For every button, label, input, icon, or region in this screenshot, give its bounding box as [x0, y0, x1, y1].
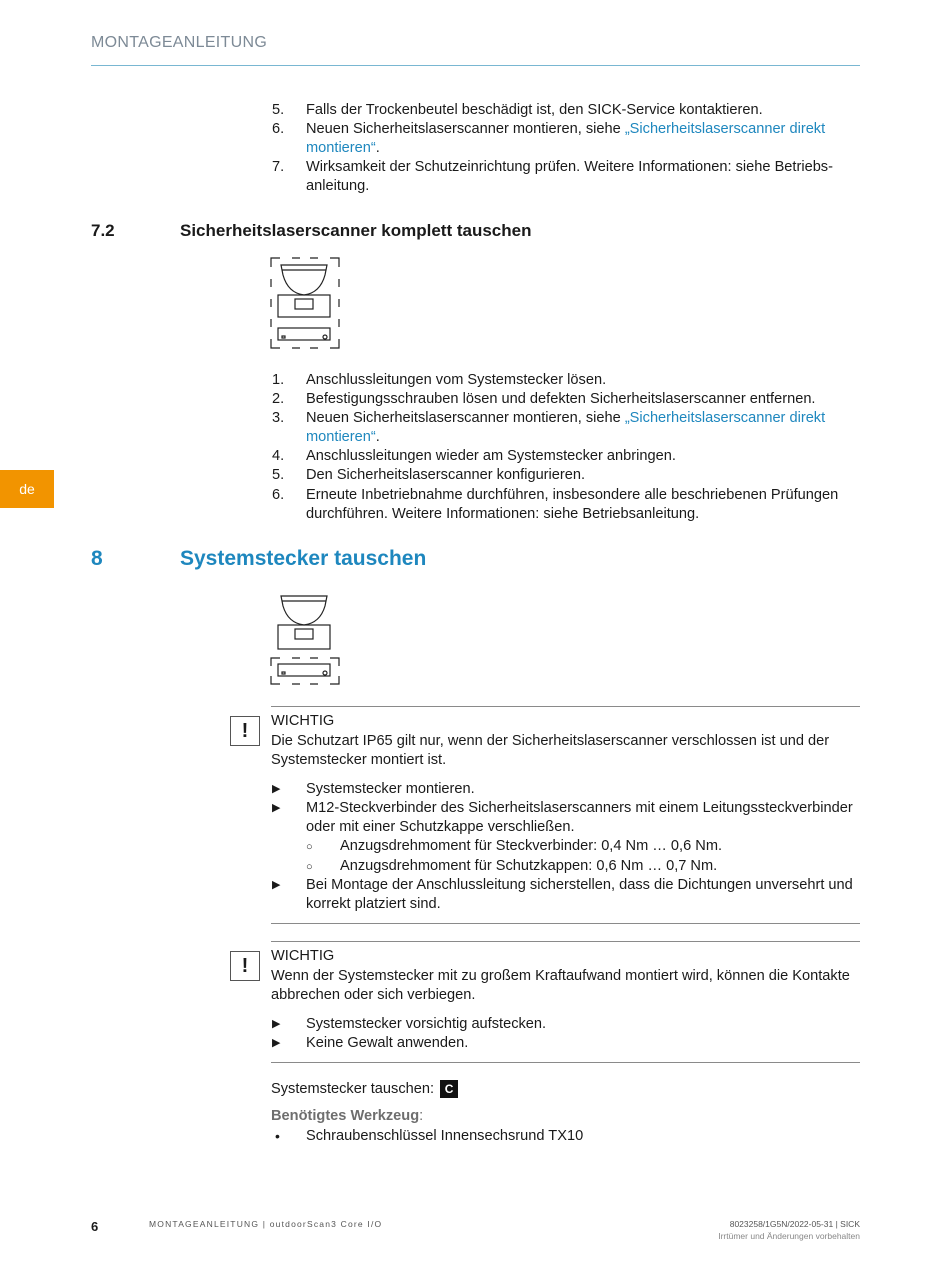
list-item	[272, 390, 860, 409]
notice-top-rule	[271, 941, 860, 942]
bullet-text: Keine Gewalt anwenden.	[306, 1035, 469, 1051]
footer-document-title: MONTAGEANLEITUNG | outdoorScan3 Core I/O	[149, 1219, 383, 1229]
list-text-end: .	[375, 429, 380, 446]
procedure-label-row	[271, 1080, 458, 1099]
list-text-end: .	[375, 140, 380, 157]
list-number: 3.	[272, 410, 285, 426]
footer-doc-ref: 8023258/1G5N/2022-05-31 | SICK	[729, 1219, 860, 1229]
notice-top-rule	[271, 706, 860, 707]
system-plug-illustration	[270, 593, 340, 687]
sub-bullet-text: Anzugsdrehmoment für Schutzkappen: 0,6 Nm … 0,7 Nm.	[340, 858, 718, 874]
exclamation-icon: !	[230, 951, 260, 981]
list-number: 6.	[272, 121, 285, 137]
bullet-text: Systemstecker vorsichtig aufstecken.	[306, 1016, 547, 1032]
list-number: 2.	[272, 391, 285, 407]
difficulty-badge: C	[440, 1080, 458, 1098]
header-divider	[91, 65, 860, 66]
list-text: Befestigungsschrauben lösen und defekten Sicherheitslaserscanner entfernen.	[306, 391, 816, 407]
bullet-text: Systemstecker montieren.	[306, 781, 475, 797]
language-tab[interactable]: de	[0, 470, 54, 508]
list-text: Anschlussleitungen wieder am Systemstecker anbringen.	[306, 448, 676, 464]
list-number: 5.	[272, 102, 285, 118]
footer-reference	[718, 1218, 860, 1242]
list-text: Anschlussleitungen vom Systemstecker lösen.	[306, 372, 607, 388]
circle-bullet-icon: ○	[306, 861, 313, 873]
procedure-label: Systemstecker tauschen:	[271, 1081, 435, 1097]
list-number: 5.	[272, 467, 285, 483]
cross-reference-link[interactable]: „Sicherheitslaserscanner direkt montieren“	[306, 121, 826, 157]
list-number: 4.	[272, 448, 285, 464]
exclamation-icon: !	[230, 716, 260, 746]
bullet-item	[272, 1127, 860, 1146]
list-item	[272, 409, 860, 447]
triangle-bullet-icon: ▶	[272, 802, 281, 814]
triangle-bullet-icon: ▶	[272, 1018, 281, 1030]
notice-bottom-rule	[271, 1062, 860, 1063]
circle-bullet-icon: ○	[306, 841, 313, 853]
bullet-item	[272, 799, 860, 837]
footer-disclaimer: Irrtümer und Änderungen vorbehalten	[718, 1231, 860, 1241]
list-number: 1.	[272, 372, 285, 388]
notice-bottom-rule	[271, 923, 860, 924]
triangle-bullet-icon: ▶	[272, 783, 281, 795]
notice-text: Die Schutzart IP65 gilt nur, wenn der Sicherheitslaserscanner verschlossen ist und der Systemstecker montiert ist.	[271, 733, 830, 769]
dot-bullet-icon: •	[275, 1128, 280, 1144]
bullet-item	[272, 1034, 860, 1053]
list-item	[272, 120, 860, 158]
list-item	[272, 371, 860, 390]
list-number: 7.	[272, 159, 285, 175]
list-text: Neuen Sicherheitslaserscanner montieren, siehe	[306, 410, 625, 426]
triangle-bullet-icon: ▶	[272, 1037, 281, 1049]
chapter-title: Systemstecker tauschen	[180, 547, 427, 570]
bullet-text: M12-Steckverbinder des Sicherheitslaserscanners mit einem Leitungssteckverbinder oder mit einer Schutzkappe verschließen.	[306, 800, 853, 836]
list-number: 6.	[272, 487, 285, 503]
page-header-title: MONTAGEANLEITUNG	[91, 34, 268, 51]
chapter-number: 8	[91, 547, 103, 570]
list-item	[272, 101, 860, 120]
sub-bullet-text: Anzugsdrehmoment für Steckverbinder: 0,4 Nm … 0,6 Nm.	[340, 838, 723, 854]
page-number: 6	[91, 1219, 99, 1234]
tools-heading: Benötigtes Werkzeug	[271, 1108, 420, 1124]
bullet-item	[272, 876, 860, 914]
section-title: Sicherheitslaserscanner komplett tauschen	[180, 221, 532, 240]
sub-bullet-item	[306, 857, 860, 876]
list-text: Den Sicherheitslaserscanner konfigurieren.	[306, 467, 586, 483]
tools-heading-colon: :	[419, 1108, 424, 1124]
bullet-text: Bei Montage der Anschlussleitung sicherstellen, dass die Dichtungen unversehrt und korrekt platziert sind.	[306, 877, 853, 913]
list-item	[272, 158, 860, 196]
list-text: Falls der Trockenbeutel beschädigt ist, den SICK-Service kontaktieren.	[306, 102, 763, 118]
tool-text: Schraubenschlüssel Innensechsrund TX10	[306, 1128, 584, 1144]
list-item	[272, 486, 860, 524]
list-text: Wirksamkeit der Schutzeinrichtung prüfen. Weitere Informationen: siehe Betriebsanleitung.	[306, 159, 833, 195]
bullet-item	[272, 780, 860, 799]
notice-label: WICHTIG	[271, 713, 335, 729]
list-item	[272, 447, 860, 466]
list-text: Neuen Sicherheitslaserscanner montieren, siehe	[306, 121, 625, 137]
cross-reference-link[interactable]: „Sicherheitslaserscanner direkt montieren“	[306, 410, 826, 446]
notice-label: WICHTIG	[271, 948, 335, 964]
sub-bullet-item	[306, 837, 860, 856]
notice-text: Wenn der Systemstecker mit zu großem Kraftaufwand montiert wird, können die Kontakte abbrechen oder sich verbiegen.	[271, 968, 850, 1004]
triangle-bullet-icon: ▶	[272, 879, 281, 891]
scanner-replace-illustration	[270, 257, 340, 349]
list-text: Erneute Inbetriebnahme durchführen, insbesondere alle beschriebenen Prüfungen durchführen. Weitere Informationen: siehe Betriebsanleitung.	[306, 487, 839, 523]
tools-heading-row	[271, 1107, 423, 1126]
section-number: 7.2	[91, 221, 115, 240]
bullet-item	[272, 1015, 860, 1034]
list-item	[272, 466, 860, 485]
